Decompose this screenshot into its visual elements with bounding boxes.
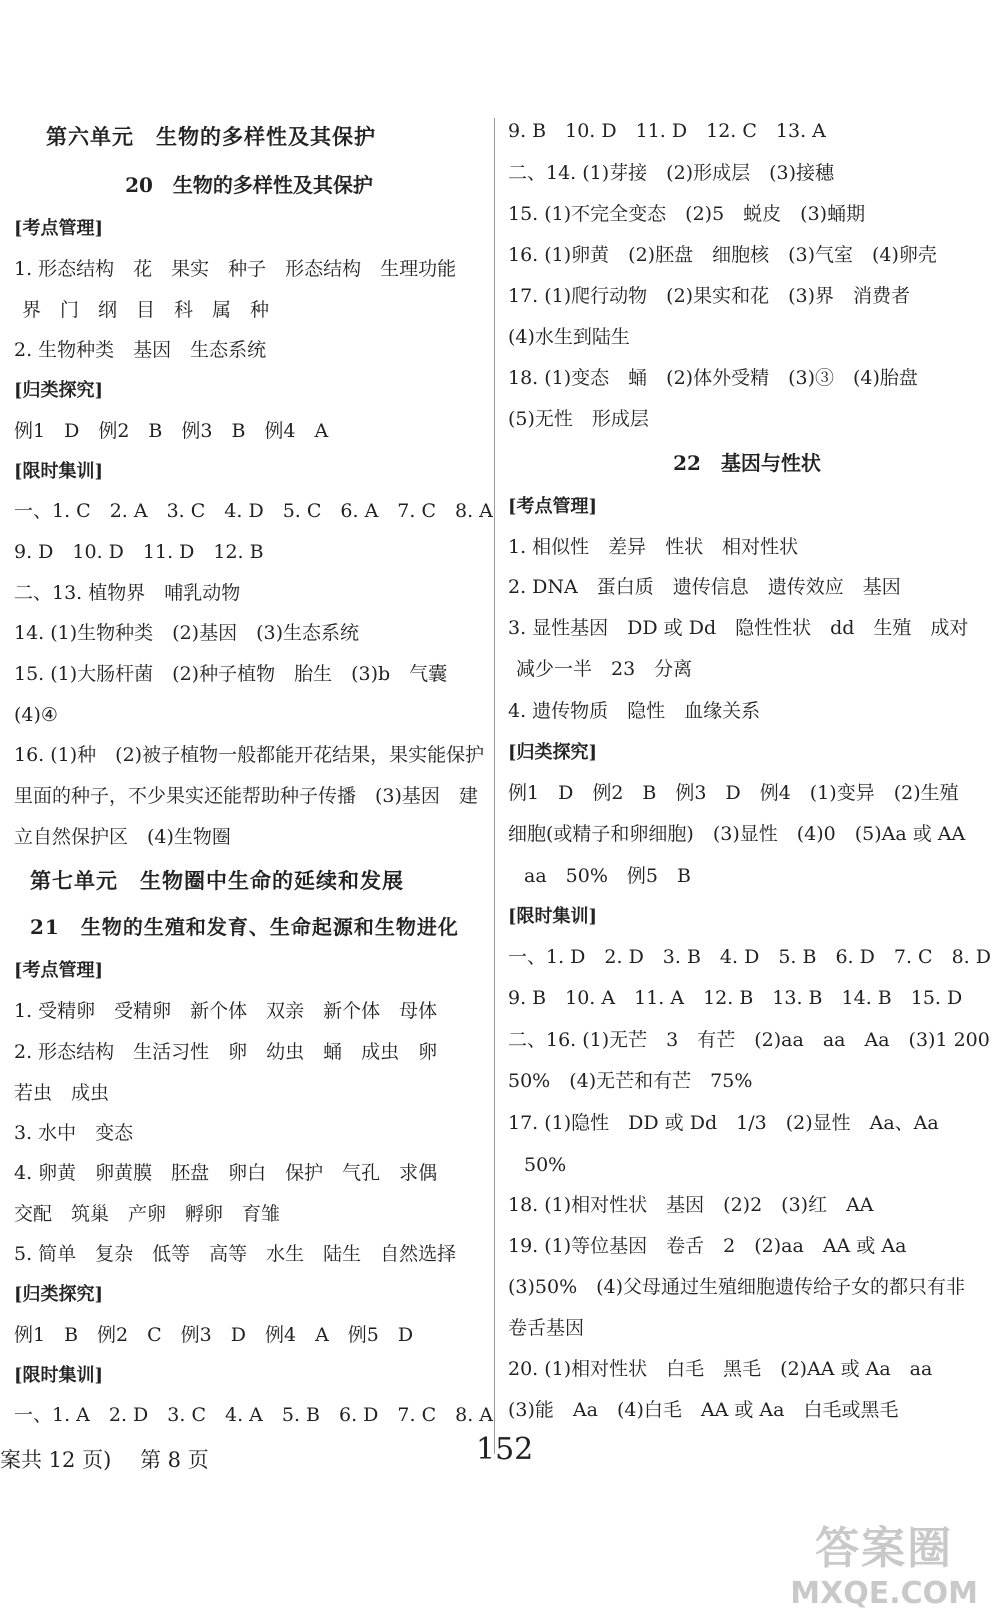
answer-line: 2. 形态结构 生活习性 卵 幼虫 蛹 成虫 卵: [14, 1041, 438, 1063]
unit-heading: 第六单元 生物的多样性及其保护: [46, 124, 376, 149]
unit-heading: 第七单元 生物圈中生命的延续和发展: [30, 868, 404, 893]
page-number: 152: [476, 1432, 534, 1467]
watermark-logo: [790, 1512, 978, 1611]
answer-line: 16. (1)种 (2)被子植物一般都能开花结果，果实能保护: [14, 744, 485, 766]
answer-line: 20. (1)相对性状 白毛 黑毛 (2)AA 或 Aa aa: [508, 1358, 933, 1380]
answer-line: 50%: [524, 1154, 567, 1176]
section-tag: [考点管理]: [508, 496, 598, 517]
answer-line: 1. 受精卵 受精卵 新个体 双亲 新个体 母体: [14, 1000, 438, 1022]
answer-line: 18. (1)变态 蛹 (2)体外受精 (3)③ (4)胎盘: [508, 367, 918, 389]
answer-line: 9. B 10. A 11. A 12. B 13. B 14. B 15. D: [508, 987, 963, 1009]
answer-line: 3. 水中 变态: [14, 1122, 134, 1144]
answer-line: 9. B 10. D 11. D 12. C 13. A: [508, 120, 826, 142]
answer-line: 18. (1)相对性状 基因 (2)2 (3)红 AA: [508, 1194, 874, 1216]
answer-line: 交配 筑巢 产卵 孵卵 育雏: [14, 1203, 281, 1225]
answer-line: 里面的种子，不少果实还能帮助种子传播 (3)基因 建: [14, 785, 478, 807]
answer-line: 一、1. D 2. D 3. B 4. D 5. B 6. D 7. C 8. D: [508, 946, 991, 968]
answer-line: 4. 遗传物质 隐性 血缘关系: [508, 700, 761, 722]
answer-line: 15. (1)不完全变态 (2)5 蜕皮 (3)蛹期: [508, 203, 866, 225]
section-tag: [限时集训]: [14, 461, 104, 482]
column-divider: [494, 118, 495, 1454]
section-tag: [限时集训]: [14, 1365, 104, 1386]
answer-line: (4)水生到陆生: [508, 326, 630, 348]
answer-line: 例1 D 例2 B 例3 D 例4 (1)变异 (2)生殖: [508, 782, 959, 804]
section-tag: [归类探究]: [14, 1284, 104, 1305]
answer-line: 二、16. (1)无芒 3 有芒 (2)aa aa Aa (3)1 200: [508, 1029, 990, 1051]
answer-line: (3)能 Aa (4)白毛 AA 或 Aa 白毛或黑毛: [508, 1399, 899, 1421]
watermark-text: 答案圈: [815, 1523, 954, 1574]
footer-page-label: 第 8 页: [140, 1448, 209, 1472]
answer-line: 例1 B 例2 C 例3 D 例4 A 例5 D: [14, 1324, 414, 1346]
answer-line: 2. DNA 蛋白质 遗传信息 遗传效应 基因: [508, 576, 901, 598]
watermark-url: MXQE.COM: [790, 1576, 978, 1611]
answer-line: 细胞(或精子和卵细胞) (3)显性 (4)0 (5)Aa 或 AA: [508, 823, 966, 845]
answer-line: aa 50% 例5 B: [524, 865, 691, 887]
answer-line: 二、13. 植物界 哺乳动物: [14, 582, 241, 604]
section-tag: [限时集训]: [508, 906, 598, 927]
answer-line: 17. (1)隐性 DD 或 Dd 1/3 (2)显性 Aa、Aa: [508, 1112, 939, 1134]
answer-line: 1. 相似性 差异 性状 相对性状: [508, 536, 799, 558]
answer-line: (4)④: [14, 704, 58, 726]
section-heading: 22 基因与性状: [673, 451, 821, 475]
answer-line: 1. 形态结构 花 果实 种子 形态结构 生理功能: [14, 258, 457, 280]
section-tag: [归类探究]: [14, 380, 104, 401]
answer-line: (5)无性 形成层: [508, 408, 649, 430]
answer-line: 17. (1)爬行动物 (2)果实和花 (3)界 消费者: [508, 285, 910, 307]
answer-line: 二、14. (1)芽接 (2)形成层 (3)接穗: [508, 162, 834, 184]
answer-line: 2. 生物种类 基因 生态系统: [14, 339, 267, 361]
answer-line: 3. 显性基因 DD 或 Dd 隐性性状 dd 生殖 成对: [508, 617, 969, 639]
answer-line: 界 门 纲 目 科 属 种: [22, 299, 270, 321]
answer-line: 4. 卵黄 卵黄膜 胚盘 卵白 保护 气孔 求偶: [14, 1162, 438, 1184]
answer-line: 14. (1)生物种类 (2)基因 (3)生态系统: [14, 622, 359, 644]
section-heading: 20 生物的多样性及其保护: [125, 173, 373, 197]
answer-line: 一、1. A 2. D 3. C 4. A 5. B 6. D 7. C 8. A: [14, 1404, 494, 1426]
footer-page-total: 案共 12 页): [0, 1448, 112, 1472]
section-heading: 21 生物的生殖和发育、生命起源和生物进化: [30, 915, 459, 939]
answer-line: 一、1. C 2. A 3. C 4. D 5. C 6. A 7. C 8. A: [14, 500, 493, 522]
answer-line: 9. D 10. D 11. D 12. B: [14, 541, 264, 563]
section-tag: [考点管理]: [14, 218, 104, 239]
answer-line: 减少一半 23 分离: [516, 658, 693, 680]
answer-line: 16. (1)卵黄 (2)胚盘 细胞核 (3)气室 (4)卵壳: [508, 244, 937, 266]
answer-line: 卷舌基因: [508, 1317, 585, 1339]
answer-line: 50% (4)无芒和有芒 75%: [508, 1070, 753, 1092]
section-tag: [归类探究]: [508, 742, 598, 763]
answer-line: (3)50% (4)父母通过生殖细胞遗传给子女的都只有非: [508, 1276, 966, 1298]
answer-line: 例1 D 例2 B 例3 B 例4 A: [14, 420, 329, 442]
answer-line: 15. (1)大肠杆菌 (2)种子植物 胎生 (3)b 气囊: [14, 663, 448, 685]
answer-line: 5. 简单 复杂 低等 高等 水生 陆生 自然选择: [14, 1243, 457, 1265]
section-tag: [考点管理]: [14, 960, 104, 981]
answer-line: 19. (1)等位基因 卷舌 2 (2)aa AA 或 Aa: [508, 1235, 907, 1257]
answer-line: 若虫 成虫: [14, 1082, 110, 1104]
answer-line: 立自然保护区 (4)生物圈: [14, 826, 231, 848]
